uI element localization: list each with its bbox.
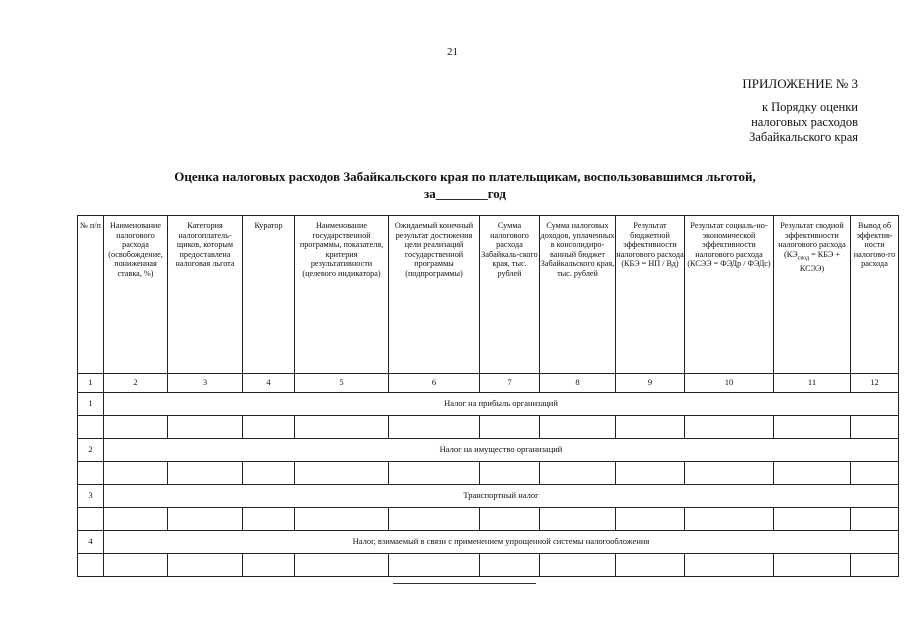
column-number: 8 — [540, 374, 616, 393]
heading-year-line: за________год — [423, 186, 506, 201]
appendix-line: Забайкальского края — [749, 130, 858, 144]
header-cell: Результат бюджетной эффективности налогового расхода (КБЭ = НП / Вд) — [616, 216, 685, 374]
header-cell: Ожидаемый конечный результат достижения цели реализаций государственной программы (подпрограммы) — [389, 216, 480, 374]
section-number: 1 — [78, 393, 104, 416]
header-cell: Наименование налогового расхода (освобождение, пониженная ставка, %) — [104, 216, 168, 374]
appendix-line: к Порядку оценки — [761, 100, 858, 114]
table-row — [78, 416, 899, 439]
header-cell: Наименование государственной программы, показателя, критерия результативности (целевого индикатора) — [295, 216, 389, 374]
column-number: 6 — [389, 374, 480, 393]
header-text: Результат сводной эффективности налогового расхода (КЭ — [778, 221, 846, 259]
tax-section-row — [78, 485, 899, 508]
document-heading — [120, 168, 810, 202]
column-number: 12 — [851, 374, 899, 393]
column-number: 1 — [78, 374, 104, 393]
section-title: Налог на имущество организаций — [104, 439, 899, 462]
header-subscript: свод — [797, 255, 810, 262]
table-row — [78, 462, 899, 485]
column-number: 10 — [685, 374, 774, 393]
header-cell: Сумма налоговых доходов, уплаченных в консолидиро-ванный бюджет Забайкальского края, тыс. рублей — [540, 216, 616, 374]
page-number: 21 — [447, 46, 458, 58]
section-number: 3 — [78, 485, 104, 508]
tax-section-row — [78, 439, 899, 462]
heading-line: Оценка налоговых расходов Забайкальского края по плательщикам, воспользовавшимся льготой, — [174, 169, 756, 184]
header-text: = КБЭ + КСЭЭ) — [799, 249, 840, 274]
appendix-line: налоговых расходов — [751, 115, 858, 129]
header-cell: Куратор — [243, 216, 295, 374]
table-header-row — [78, 216, 899, 374]
section-title: Налог, взимаемый в связи с применением упрощенной системы налогообложения — [104, 531, 899, 554]
assessment-table — [77, 215, 899, 577]
column-number: 11 — [774, 374, 851, 393]
section-title: Транспортный налог — [104, 485, 899, 508]
column-number: 4 — [243, 374, 295, 393]
tax-section-row — [78, 393, 899, 416]
section-number: 2 — [78, 439, 104, 462]
header-cell: № п/п — [78, 216, 104, 374]
appendix-block — [660, 76, 858, 145]
table-row — [78, 554, 899, 577]
column-number: 7 — [480, 374, 540, 393]
tax-section-row — [78, 531, 899, 554]
header-cell: Категория налогоплатель-щиков, которым предоставлена налоговая льгота — [168, 216, 243, 374]
header-cell: Сумма налогового расхода Забайкаль-ского края, тыс. рублей — [480, 216, 540, 374]
section-number: 4 — [78, 531, 104, 554]
header-cell: Результат социаль-но-экономической эффективности налогового расхода (КСЭЭ = ФЭДр / ФЭДс) — [685, 216, 774, 374]
section-title: Налог на прибыль организаций — [104, 393, 899, 416]
header-cell: Вывод об эффектив-ности налогово-го расхода — [851, 216, 899, 374]
column-number: 9 — [616, 374, 685, 393]
column-number: 5 — [295, 374, 389, 393]
column-number: 2 — [104, 374, 168, 393]
column-number-row — [78, 374, 899, 393]
footer-rule — [393, 583, 536, 584]
header-cell-summary — [774, 216, 851, 374]
appendix-title: ПРИЛОЖЕНИЕ № 3 — [742, 76, 858, 91]
column-number: 3 — [168, 374, 243, 393]
table-row — [78, 508, 899, 531]
